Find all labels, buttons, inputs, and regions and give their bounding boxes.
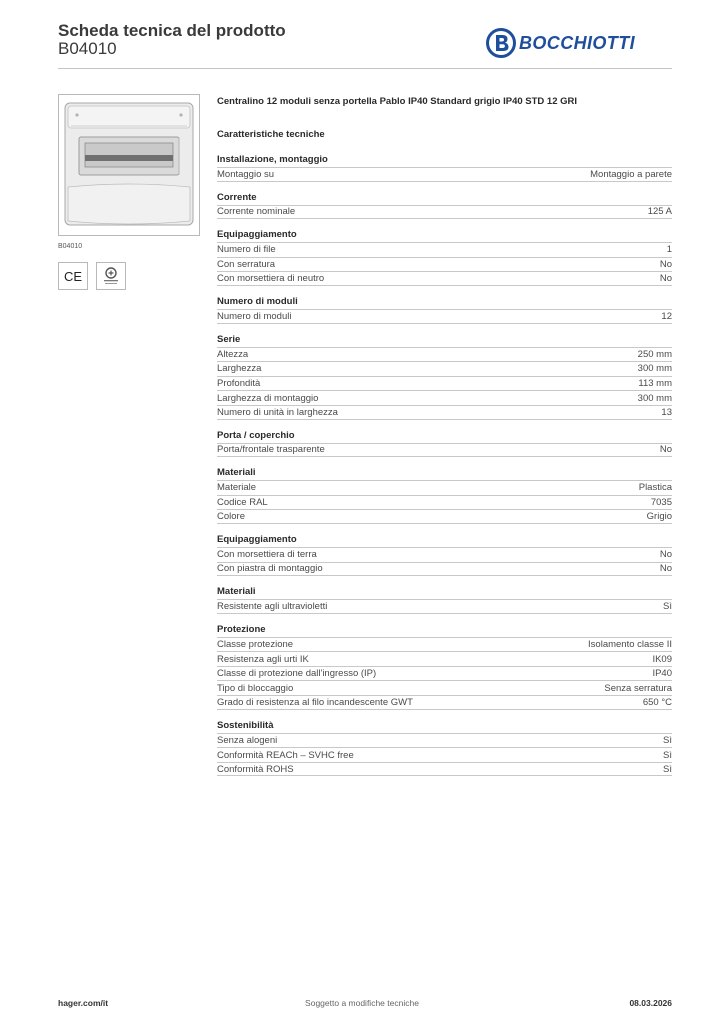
spec-row	[217, 309, 672, 324]
spec-rows	[217, 167, 672, 182]
spec-value: 300 mm	[637, 392, 672, 404]
spec-label: Tipo di bloccaggio	[217, 682, 294, 694]
product-name: Centralino 12 moduli senza portella Pablo IP40 Standard grigio IP40 STD 12 GRI	[217, 96, 578, 107]
spec-section	[217, 333, 672, 420]
spec-row	[217, 747, 672, 762]
spec-label: Resistente agli ultravioletti	[217, 600, 328, 612]
spec-rows	[217, 637, 672, 710]
spec-rows	[217, 733, 672, 777]
spec-label: Altezza	[217, 348, 249, 360]
spec-section	[217, 228, 672, 286]
spec-label: Materiale	[217, 482, 257, 494]
spec-rows	[217, 480, 672, 524]
spec-value: Sì	[663, 600, 672, 612]
spec-section	[217, 191, 672, 220]
spec-section	[217, 719, 672, 777]
section-title: Equipaggiamento	[217, 533, 297, 545]
spec-value: IP40	[652, 668, 672, 680]
spec-row	[217, 509, 672, 524]
spec-row	[217, 390, 672, 405]
spec-section	[217, 466, 672, 524]
spec-value: 650 °C	[642, 696, 672, 708]
spec-row	[217, 495, 672, 510]
spec-rows	[217, 205, 672, 220]
spec-section	[217, 153, 672, 182]
product-code: B04010	[58, 39, 117, 58]
spec-value: 7035	[650, 497, 672, 509]
spec-label: Larghezza	[217, 363, 262, 375]
spec-row	[217, 257, 672, 272]
spec-value: 300 mm	[637, 363, 672, 375]
spec-value: No	[659, 273, 672, 285]
spec-row	[217, 599, 672, 614]
spec-label: Larghezza di montaggio	[217, 392, 319, 404]
spec-value: No	[659, 259, 672, 271]
spec-row	[217, 205, 672, 220]
spec-label: Con morsettiera di terra	[217, 549, 317, 561]
product-image	[58, 94, 200, 236]
spec-section	[217, 533, 672, 576]
ce-mark-label: CE	[63, 268, 83, 284]
spec-value: Sì	[663, 749, 672, 761]
section-title: Materiali	[217, 467, 256, 479]
spec-value: 250 mm	[637, 348, 672, 360]
document-title: Scheda tecnica del prodotto	[58, 21, 286, 40]
spec-rows	[217, 547, 672, 576]
spec-row	[217, 637, 672, 652]
image-caption: B04010	[58, 243, 83, 250]
spec-rows	[217, 599, 672, 614]
section-title: Serie	[217, 333, 241, 345]
spec-value: No	[659, 549, 672, 561]
spec-sheet	[217, 96, 672, 776]
bocchiotti-logo-icon	[486, 28, 516, 58]
section-title: Protezione	[217, 623, 266, 635]
spec-label: Numero di moduli	[217, 310, 292, 322]
spec-label: Classe protezione	[217, 638, 294, 650]
spec-label: Resistenza agli urti IK	[217, 653, 309, 665]
spec-label: Senza alogeni	[217, 734, 278, 746]
spec-section	[217, 623, 672, 710]
spec-label: Classe di protezione dall'ingresso (IP)	[217, 668, 377, 680]
spec-row	[217, 666, 672, 681]
spec-row	[217, 443, 672, 458]
spec-value: IK09	[652, 653, 672, 665]
spec-value: Senza serratura	[604, 682, 672, 694]
footer-website: hager.com/it	[58, 998, 109, 1008]
spec-label: Conformità ROHS	[217, 763, 294, 775]
spec-value: Grigio	[646, 511, 672, 523]
spec-row	[217, 680, 672, 695]
spec-label: Corrente nominale	[217, 206, 296, 218]
spec-value: Sì	[663, 734, 672, 746]
spec-rows	[217, 347, 672, 420]
enclosure-illustration	[59, 95, 199, 235]
spec-row	[217, 480, 672, 495]
spec-label: Numero di unità in larghezza	[217, 406, 338, 418]
spec-label: Con morsettiera di neutro	[217, 273, 325, 285]
section-title: Sostenibilità	[217, 719, 274, 731]
spec-row	[217, 242, 672, 257]
spec-rows	[217, 242, 672, 286]
brand-name: BOCCHIOTTI	[519, 32, 635, 53]
spec-label: Conformità REACh – SVHC free	[217, 749, 354, 761]
spec-value: Plastica	[638, 482, 672, 494]
spec-value: Montaggio a parete	[590, 168, 672, 180]
spec-value: No	[659, 563, 672, 575]
spec-value: Sì	[663, 763, 672, 775]
spec-value: No	[659, 444, 672, 456]
section-title: Installazione, montaggio	[217, 154, 328, 165]
spec-label: Con serratura	[217, 259, 276, 271]
spec-row	[217, 695, 672, 710]
spec-label: Montaggio su	[217, 168, 275, 180]
footer-note: Soggetto a modifiche tecniche	[305, 998, 419, 1008]
section-title: Numero di moduli	[217, 295, 298, 307]
section-title: Corrente	[217, 191, 257, 203]
spec-label: Grado di resistenza al filo incandescente GWT	[217, 696, 413, 708]
brand-logo	[486, 28, 635, 58]
spec-row	[217, 547, 672, 562]
spec-section	[217, 429, 672, 458]
footer-date: 08.03.2026	[629, 998, 672, 1008]
spec-value: Isolamento classe II	[588, 638, 672, 650]
spec-label: Porta/frontale trasparente	[217, 444, 325, 456]
spec-sections	[217, 153, 672, 776]
spec-value: 1	[666, 244, 672, 256]
spec-section	[217, 295, 672, 324]
section-title: Materiali	[217, 586, 256, 598]
spec-row	[217, 376, 672, 391]
spec-heading: Caratteristiche tecniche	[217, 129, 325, 140]
spec-value: 13	[661, 406, 672, 418]
spec-row	[217, 733, 672, 748]
spec-label: Numero di file	[217, 244, 276, 256]
spec-row	[217, 271, 672, 286]
spec-row	[217, 361, 672, 376]
spec-rows	[217, 309, 672, 324]
spec-label: Con piastra di montaggio	[217, 563, 323, 575]
spec-value: 125 A	[647, 206, 672, 218]
spec-row	[217, 762, 672, 777]
spec-value: 113 mm	[638, 378, 672, 390]
section-title: Porta / coperchio	[217, 429, 295, 441]
spec-section	[217, 585, 672, 614]
spec-row	[217, 347, 672, 362]
header-divider	[58, 68, 672, 69]
spec-label: Codice RAL	[217, 497, 268, 509]
spec-row	[217, 405, 672, 420]
section-title: Equipaggiamento	[217, 229, 297, 241]
spec-rows	[217, 443, 672, 458]
spec-value: 12	[661, 310, 672, 322]
spec-label: Profondità	[217, 378, 261, 390]
certification-mark-icon	[96, 262, 126, 290]
ce-mark-icon	[58, 262, 88, 290]
spec-row	[217, 562, 672, 577]
spec-row	[217, 651, 672, 666]
spec-row	[217, 167, 672, 182]
spec-label: Colore	[217, 511, 245, 523]
